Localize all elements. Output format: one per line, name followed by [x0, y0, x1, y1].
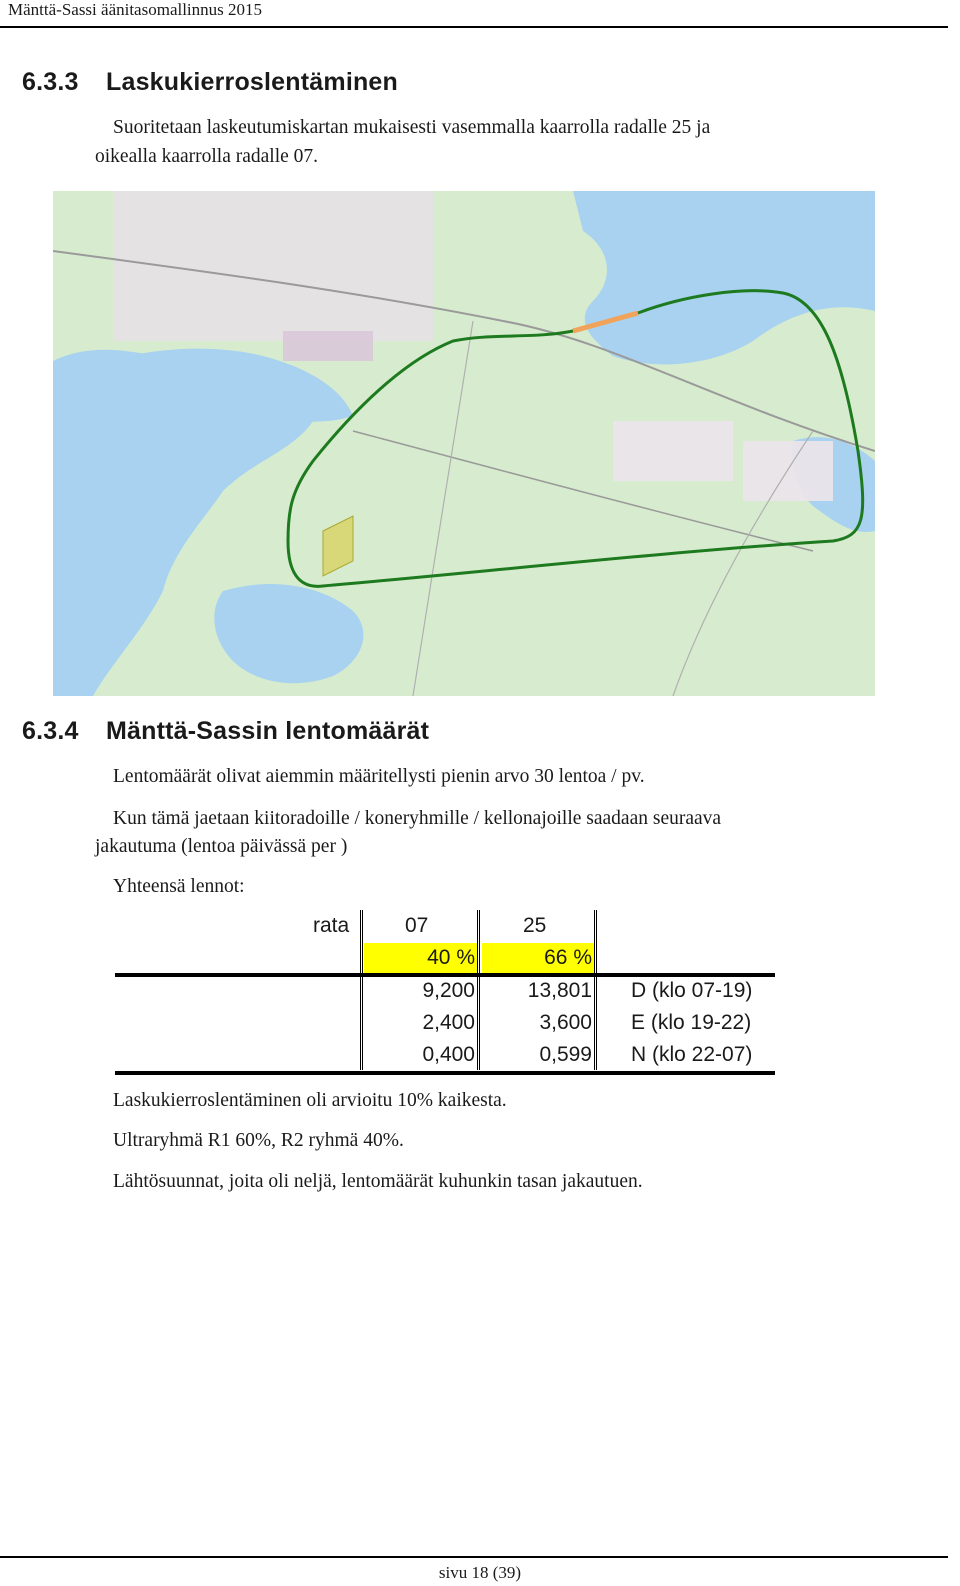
table-cell: 2,400 [422, 1011, 475, 1034]
section2-p2-line1: Kun tämä jaetaan kiitoradoille / koneryhmille / kellonajoille saadaan seuraava [113, 808, 722, 829]
table-cell: 0,599 [539, 1043, 592, 1066]
section-heading-634 [22, 717, 429, 746]
table-rule-top [115, 973, 775, 977]
section-number: 6.3.3 [22, 68, 79, 96]
table-share-25: 66 % [544, 946, 592, 969]
section-number: 6.3.4 [22, 717, 79, 745]
section-heading-633 [22, 68, 398, 97]
table-cell: 13,801 [527, 979, 592, 1002]
section2-p1: Lentomäärät olivat aiemmin määritellysti pienin arvo 30 lentoa / pv. [113, 766, 645, 787]
header-title: Mänttä-Sassi äänitasomallinnus 2015 [8, 0, 263, 19]
table-rule-bottom [115, 1071, 775, 1075]
section1-text-line1: Suoritetaan laskeutumiskartan mukaisesti vasemmalla kaarrolla radalle 25 ja [113, 117, 711, 138]
table-cell: 3,600 [539, 1011, 592, 1034]
section2-p3: Yhteensä lennot: [113, 876, 245, 897]
section-title: Mänttä-Sassin lentomäärät [106, 717, 430, 745]
table-column-07: 07 [405, 914, 429, 937]
note-3: Lähtösuunnat, joita oli neljä, lentomäärät kuhunkin tasan jakautuen. [113, 1171, 643, 1192]
table-cell: 0,400 [422, 1043, 475, 1066]
column-separator [360, 910, 363, 1070]
flight-pattern-map [53, 191, 875, 696]
table-period: N (klo 22-07) [631, 1043, 753, 1066]
column-separator [477, 910, 480, 1070]
section1-text-line2: oikealla kaarrolla radalle 07. [95, 146, 319, 167]
note-1: Laskukierroslentäminen oli arvioitu 10% kaikesta. [113, 1090, 507, 1111]
section-title: Laskukierroslentäminen [106, 68, 399, 96]
table-period: D (klo 07-19) [631, 979, 753, 1002]
table-period: E (klo 19-22) [631, 1011, 752, 1034]
table-column-25: 25 [523, 914, 547, 937]
page-number: sivu 18 (39) [438, 1563, 522, 1582]
column-separator [594, 910, 597, 1070]
table-share-07: 40 % [427, 946, 475, 969]
table-header-label: rata [313, 914, 350, 937]
note-2: Ultraryhmä R1 60%, R2 ryhmä 40%. [113, 1130, 404, 1151]
header-rule [0, 26, 948, 28]
map-lake-small [138, 446, 189, 487]
table-cell: 9,200 [422, 979, 475, 1002]
footer-rule [0, 1556, 948, 1558]
section2-p2-line2: jakautuma (lentoa päivässä per ) [95, 836, 348, 857]
